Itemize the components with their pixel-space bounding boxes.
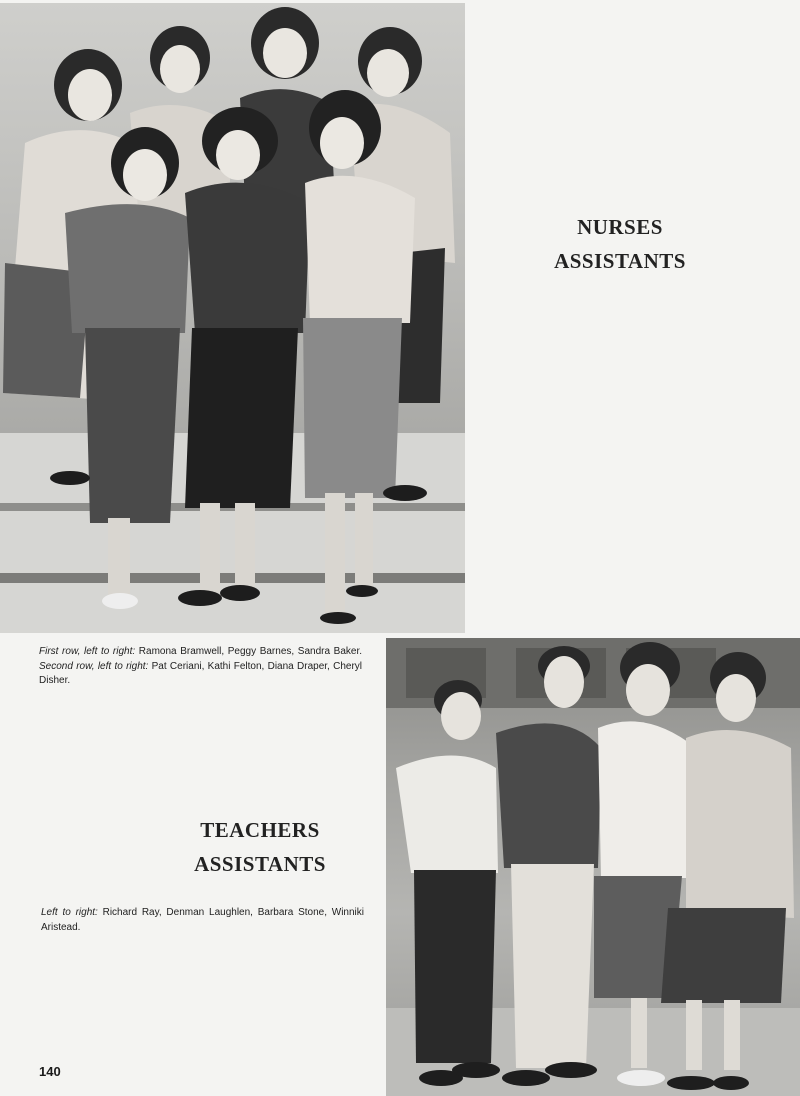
teachers-caption-names: Richard Ray, Denman Laughlen, Barbara Stone, Winniki Aristead.: [41, 907, 364, 933]
teachers-group-photo: [386, 638, 800, 1096]
teachers-caption-label: Left to right:: [41, 907, 98, 918]
teachers-assistants-heading: [160, 813, 360, 881]
teachers-heading-line-2: ASSISTANTS: [194, 852, 326, 876]
second-row-label: Second row, left to right:: [39, 660, 149, 672]
second-row-names: Pat Ceriani, Kathi Felton, Diana Draper, Cheryl Disher.: [39, 660, 363, 686]
nurses-group-photo: [0, 3, 465, 633]
nurses-photo-caption: [39, 645, 362, 689]
nurses-photo-illustration: [0, 3, 465, 633]
first-row-names: Ramona Bramwell, Peggy Barnes, Sandra Baker.: [138, 646, 362, 657]
page-number: 140: [39, 1064, 61, 1079]
nurses-assistants-heading: [520, 210, 720, 278]
nurses-heading-line-1: NURSES: [577, 215, 663, 239]
teachers-heading-line-1: TEACHERS: [200, 818, 320, 842]
nurses-heading-line-2: ASSISTANTS: [554, 249, 686, 273]
teachers-photo-caption: [41, 906, 364, 935]
first-row-label: First row, left to right:: [39, 646, 136, 657]
teachers-photo-illustration: [386, 638, 800, 1096]
